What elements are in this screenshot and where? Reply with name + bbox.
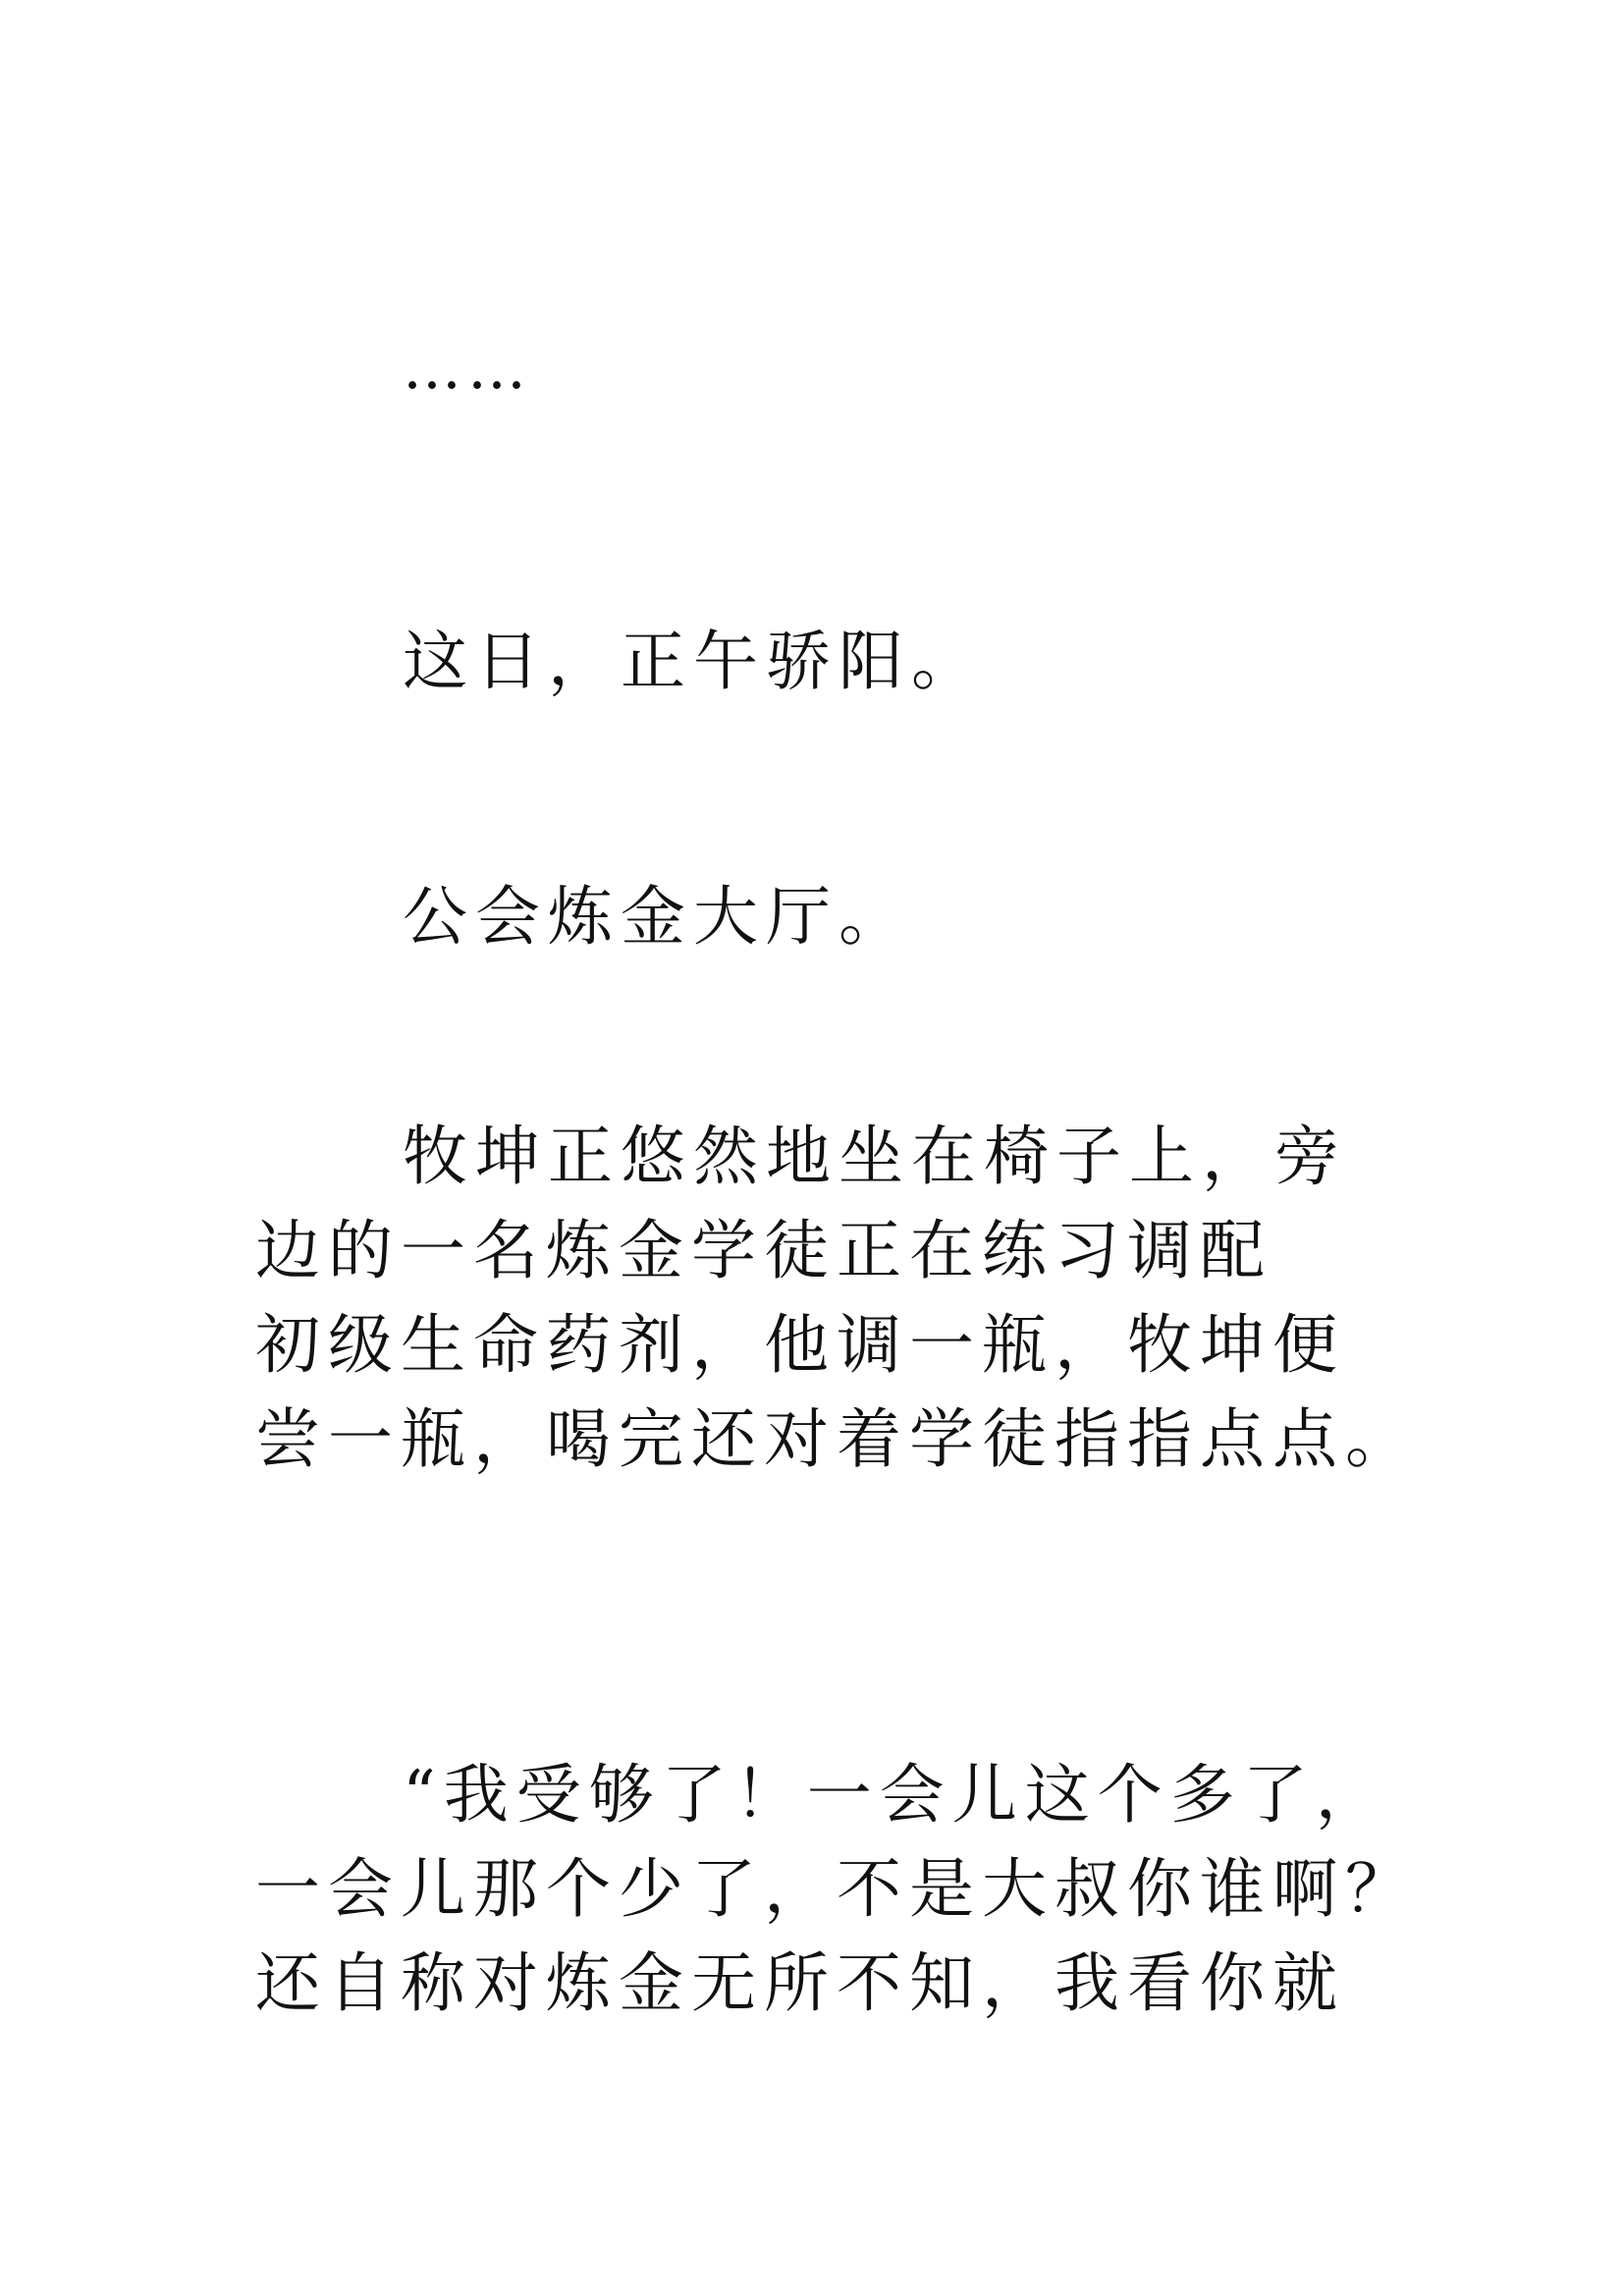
- paragraph-3-line-1: 牧坤正悠然地坐在椅子上，旁: [403, 1119, 1347, 1194]
- paragraph-3-line-2: 边的一名炼金学徒正在练习调配: [255, 1213, 1272, 1288]
- paragraph-4-line-2: 一会儿那个少了，不是大叔你谁啊？: [255, 1851, 1418, 1927]
- paragraph-4: [255, 1748, 1434, 2031]
- paragraph-1: 这日，正午骄阳。: [403, 624, 984, 699]
- paragraph-4-line-3: 还自称对炼金无所不知，我看你就: [255, 1945, 1345, 2021]
- paragraph-3-line-3: 初级生命药剂，他调一瓶，牧坤便: [255, 1307, 1345, 1383]
- paragraph-2: 公会炼金大厅。: [403, 879, 911, 955]
- paragraph-4-line-1: “我受够了！一会儿这个多了，: [403, 1757, 1388, 1832]
- ellipsis-line: ……: [403, 334, 532, 403]
- paragraph-3-line-4: 尝一瓶，喝完还对着学徒指指点点。: [255, 1401, 1418, 1477]
- paragraph-3: [255, 1110, 1434, 1487]
